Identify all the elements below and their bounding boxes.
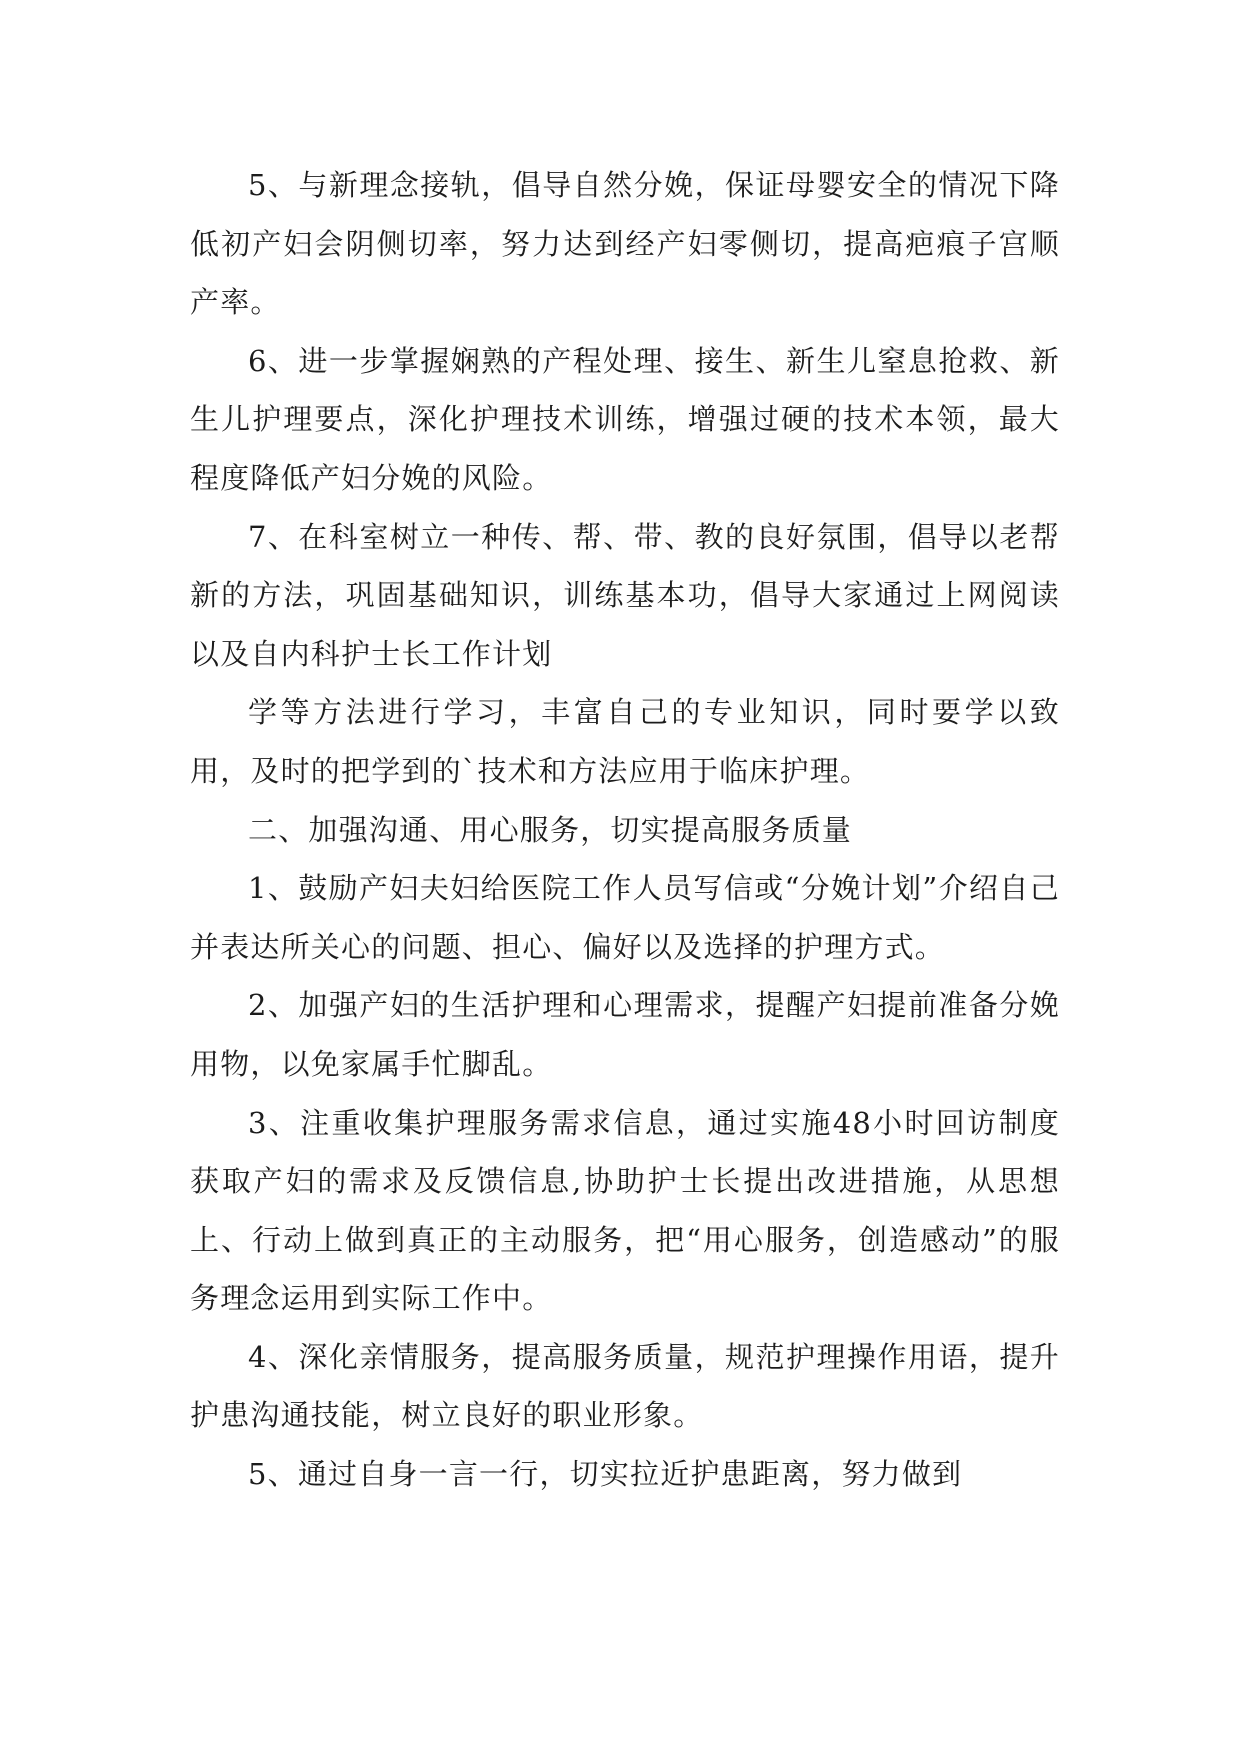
paragraph: 6、进一步掌握娴熟的产程处理、接生、新生儿窒息抢救、新生儿护理要点，深化护理技术训练，增强过硬的技术本领，最大程度降低产妇分娩的风险。: [190, 343, 1060, 495]
paragraph: 5、与新理念接轨，倡导自然分娩，保证母婴安全的情况下降低初产妇会阴侧切率，努力达到经产妇零侧切，提高疤痕子宫顺产率。: [190, 168, 1060, 320]
paragraph: 3、注重收集护理服务需求信息，通过实施48小时回访制度获取产妇的需求及反馈信息,协助护士长提出改进措施，从思想上、行动上做到真正的主动服务，把“用心服务，创造感动”的服务理念运用到实际工作中。: [190, 1105, 1060, 1316]
paragraph: 1、鼓励产妇夫妇给医院工作人员写信或“分娩计划”介绍自己并表达所关心的问题、担心、偏好以及选择的护理方式。: [190, 871, 1060, 964]
paragraph: 4、深化亲情服务，提高服务质量，规范护理操作用语，提升护患沟通技能，树立良好的职业形象。: [190, 1339, 1060, 1433]
document-body: [190, 156, 1060, 1504]
paragraph: 学等方法进行学习，丰富自己的专业知识，同时要学以致用，及时的把学到的`技术和方法应用于临床护理。: [190, 695, 1060, 788]
section-heading: 二、加强沟通、用心服务，切实提高服务质量: [248, 812, 853, 847]
paragraph: 7、在科室树立一种传、帮、带、教的良好氛围，倡导以老帮新的方法，巩固基础知识，训练基本功，倡导大家通过上网阅读以及自内科护士长工作计划: [190, 519, 1060, 671]
paragraph: 2、加强产妇的生活护理和心理需求，提醒产妇提前准备分娩用物，以免家属手忙脚乱。: [190, 988, 1060, 1081]
paragraph: 5、通过自身一言一行，切实拉近护患距离，努力做到: [248, 1457, 963, 1492]
